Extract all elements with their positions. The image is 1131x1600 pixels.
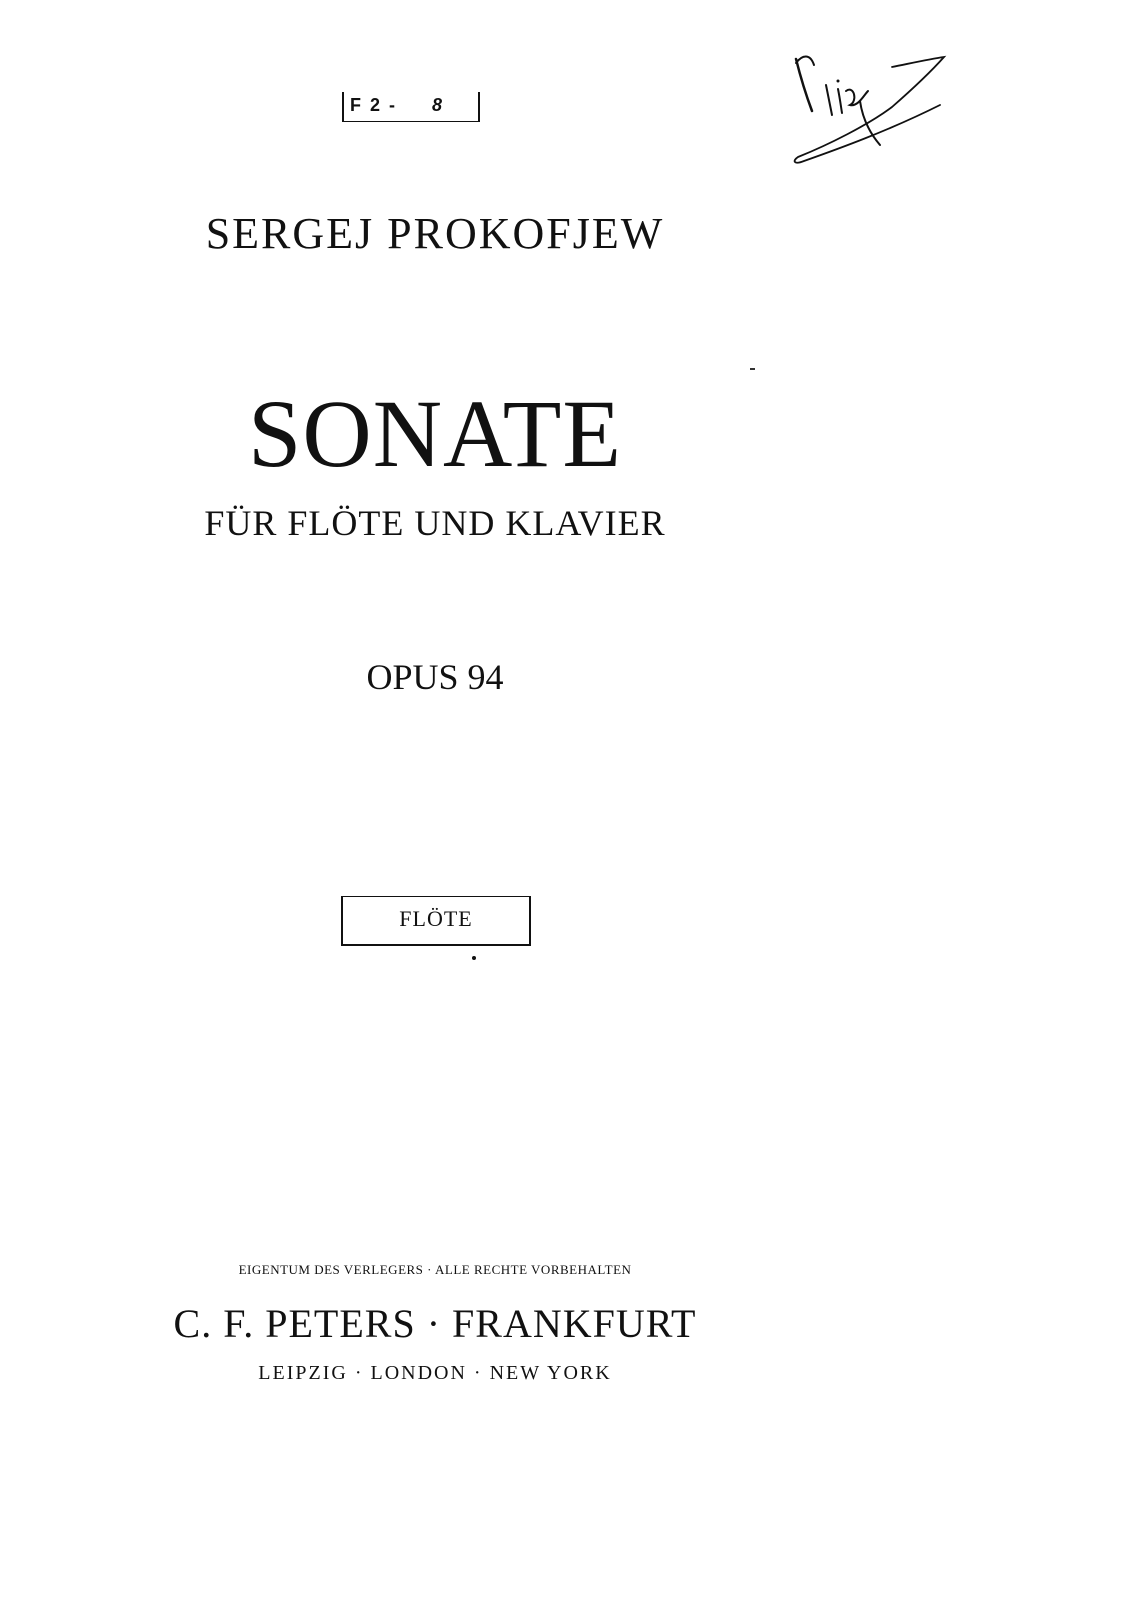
catalog-stamp xyxy=(342,92,480,122)
part-label: FLÖTE xyxy=(399,906,473,931)
print-speck xyxy=(750,368,755,370)
handwritten-signature-icon xyxy=(788,45,958,175)
print-dot xyxy=(472,956,476,960)
work-title: SONATE xyxy=(247,380,622,487)
publisher-cities: LEIPZIG · LONDON · NEW YORK xyxy=(258,1362,612,1384)
work-subtitle: FÜR FLÖTE UND KLAVIER xyxy=(204,503,666,543)
stamp-code: F 2 - xyxy=(350,95,398,115)
part-label-box xyxy=(341,896,531,946)
rights-notice: EIGENTUM DES VERLEGERS · ALLE RECHTE VORBEHALTEN xyxy=(238,1262,632,1277)
stamp-number: 8 xyxy=(432,95,445,115)
composer-name: SERGEJ PROKOFJEW xyxy=(205,209,665,258)
publisher-name: C. F. PETERS · FRANKFURT xyxy=(173,1301,697,1346)
opus-number: OPUS 94 xyxy=(366,657,504,697)
